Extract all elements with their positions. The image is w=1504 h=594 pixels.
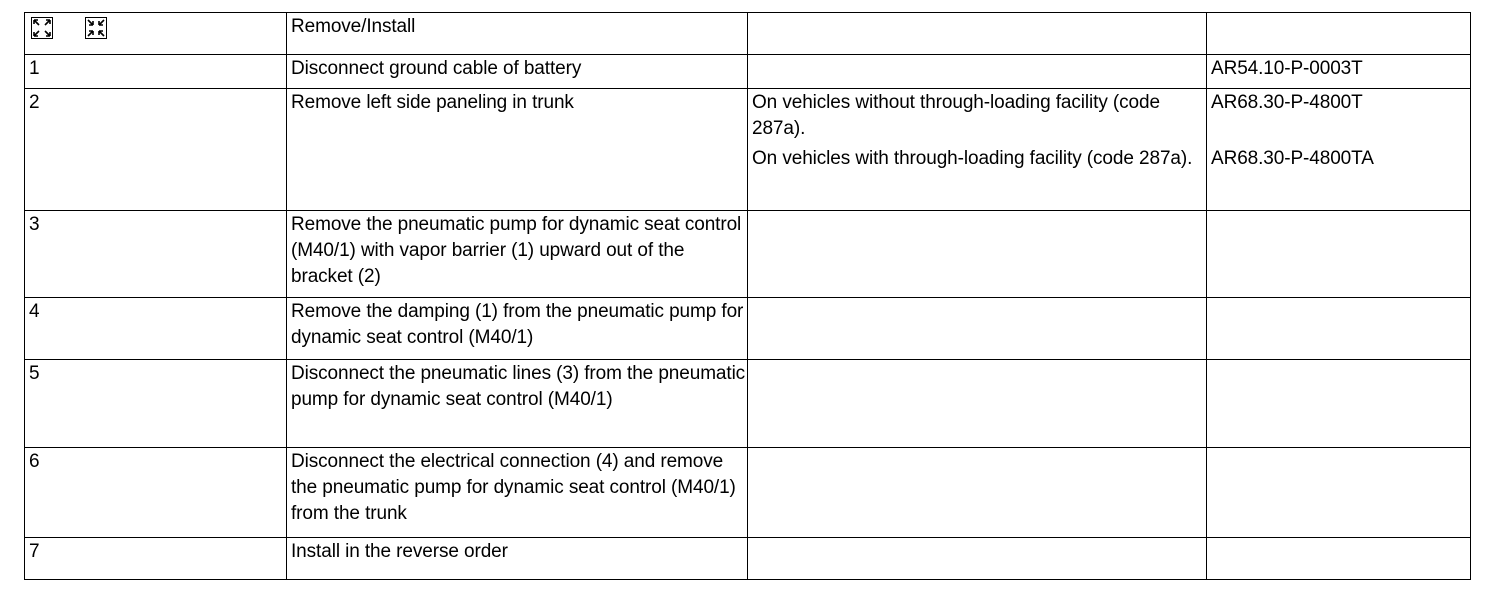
step-notes-cell <box>748 360 1207 448</box>
step-notes-cell <box>748 448 1207 538</box>
header-icons-cell <box>25 13 287 55</box>
step-text: Remove the pneumatic pump for dynamic seat control (M40/1) with vapor barrier (1) upward out of the bracket (2) <box>287 211 748 298</box>
table-row <box>25 55 1471 89</box>
step-refs-cell <box>1207 211 1471 298</box>
step-text: Install in the reverse order <box>287 538 748 580</box>
table-row <box>25 448 1471 538</box>
step-text: Remove the damping (1) from the pneumatic pump for dynamic seat control (M40/1) <box>287 298 748 360</box>
step-number: 2 <box>25 89 287 211</box>
step-refs-cell <box>1207 55 1471 89</box>
table-row <box>25 211 1471 298</box>
reference-link[interactable]: AR68.30-P-4800TA <box>1211 148 1374 169</box>
step-notes-cell <box>748 55 1207 89</box>
step-note: On vehicles with through-loading facility (code 287a). <box>752 148 1193 169</box>
step-text: Disconnect the pneumatic lines (3) from the pneumatic pump for dynamic seat control (M40/1) <box>287 360 748 448</box>
table-row <box>25 89 1471 211</box>
table-row <box>25 538 1471 580</box>
step-note: On vehicles without through-loading facility (code 287a). <box>752 92 1160 139</box>
step-number: 1 <box>25 55 287 89</box>
step-text: Remove left side paneling in trunk <box>287 89 748 211</box>
step-refs-cell <box>1207 360 1471 448</box>
header-refs-cell <box>1207 13 1471 55</box>
step-number: 5 <box>25 360 287 448</box>
procedure-table <box>24 12 1471 580</box>
step-refs-cell <box>1207 89 1471 211</box>
reference-link[interactable]: AR54.10-P-0003T <box>1211 58 1363 79</box>
step-text: Disconnect ground cable of battery <box>287 55 748 89</box>
step-notes-cell <box>748 211 1207 298</box>
step-number: 7 <box>25 538 287 580</box>
reference-link[interactable]: AR68.30-P-4800T <box>1211 92 1363 113</box>
step-notes-cell <box>748 89 1207 211</box>
step-refs-cell <box>1207 538 1471 580</box>
table-row <box>25 298 1471 360</box>
header-notes-cell <box>748 13 1207 55</box>
expand-all-icon[interactable] <box>31 17 53 39</box>
step-number: 4 <box>25 298 287 360</box>
step-number: 3 <box>25 211 287 298</box>
step-number: 6 <box>25 448 287 538</box>
step-text: Disconnect the electrical connection (4) and remove the pneumatic pump for dynamic seat control (M40/1) from the trunk <box>287 448 748 538</box>
step-notes-cell <box>748 538 1207 580</box>
step-refs-cell <box>1207 298 1471 360</box>
header-row <box>25 13 1471 55</box>
collapse-all-icon[interactable] <box>85 17 107 39</box>
header-title: Remove/Install <box>287 13 748 55</box>
table-row <box>25 360 1471 448</box>
step-notes-cell <box>748 298 1207 360</box>
step-refs-cell <box>1207 448 1471 538</box>
